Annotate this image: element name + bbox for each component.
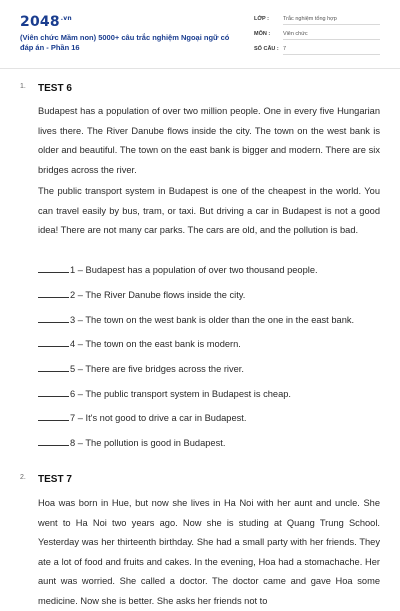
meta-class-value: Trắc nghiệm tổng hợp (283, 16, 380, 25)
question-number: 1. (20, 83, 26, 90)
statement-item (38, 437, 380, 448)
question-title: TEST 7 (38, 474, 72, 485)
answer-blank[interactable] (38, 437, 69, 446)
statement-item (38, 338, 380, 349)
meta-class (254, 15, 380, 26)
statement-item (38, 412, 380, 423)
question-number: 2. (20, 474, 26, 481)
statement-text: 7 – It's not good to drive a car in Budapest. (70, 413, 247, 423)
answer-blank[interactable] (38, 338, 69, 347)
meta-class-label: LỚP : (254, 16, 269, 22)
statement-item (38, 388, 380, 399)
statement-text: 4 – The town on the east bank is modern. (70, 339, 241, 349)
answer-blank[interactable] (38, 264, 69, 273)
meta-subject-value: Viên chức (283, 31, 380, 40)
answer-blank[interactable] (38, 314, 69, 323)
statement-text: 2 – The River Danube flows inside the city. (70, 290, 246, 300)
passage-paragraph: The public transport system in Budapest is one of the cheapest in the world. You can travel easily by bus, tram, or taxi. But driving a car in Budapest is not a good idea! There are not many car parks. The cars are old, and the pollution is bad. (38, 186, 380, 235)
statement-text: 6 – The public transport system in Budapest is cheap. (70, 389, 292, 399)
document-title: (Viên chức Mầm non) 5000+ câu trắc nghiệm Ngoại ngữ có đáp án - Phần 16 (20, 33, 230, 52)
passage-paragraph: Hoa was born in Hue, but now she lives in Ha Noi with her aunt and uncle. She went to Ha Noi two years ago. Now she is studing at Quang Trung School. Yesterday was her thirteenth birthday. She had a small party with her friends. They ate a lot of food and fruits and cakes. In the evening, Hoa had a stomachache. Her aunt was worried. She called a doctor. The doctor came and gave Hoa some medicine. Now she is better. She asks her friends not to (38, 498, 380, 606)
statement-item (38, 363, 380, 374)
answer-blank[interactable] (38, 388, 69, 397)
question-title: TEST 6 (38, 83, 72, 94)
meta-count-value: 7 (283, 46, 380, 55)
statement-item (38, 289, 380, 300)
meta-count (254, 45, 380, 56)
statement-text: 3 – The town on the west bank is older than the one in the east bank. (70, 315, 355, 325)
document-header (0, 0, 400, 68)
answer-blank[interactable] (38, 412, 69, 421)
statement-text: 1 – Budapest has a population of over two thousand people. (70, 265, 318, 275)
statement-text: 5 – There are five bridges across the river. (70, 364, 244, 374)
header-divider (0, 68, 400, 69)
statement-item (38, 314, 380, 325)
meta-count-label: SỐ CÂU : (254, 46, 279, 52)
answer-blank[interactable] (38, 289, 69, 298)
answer-blank[interactable] (38, 363, 69, 372)
logo-suffix: .vn (60, 15, 72, 23)
statement-text: 8 – The pollution is good in Budapest. (70, 438, 226, 448)
meta-subject-label: MÔN : (254, 31, 271, 37)
meta-subject (254, 30, 380, 41)
statement-item (38, 264, 380, 275)
logo-text: 2048 (20, 14, 60, 30)
site-logo[interactable] (20, 14, 72, 30)
passage-paragraph: Budapest has a population of over two million people. One in every five Hungarian lives there. The River Danube flows inside the city. The town on the west bank is older and beautiful. The town on the east bank is bigger and modern. There are six bridges across the river. (38, 106, 380, 175)
